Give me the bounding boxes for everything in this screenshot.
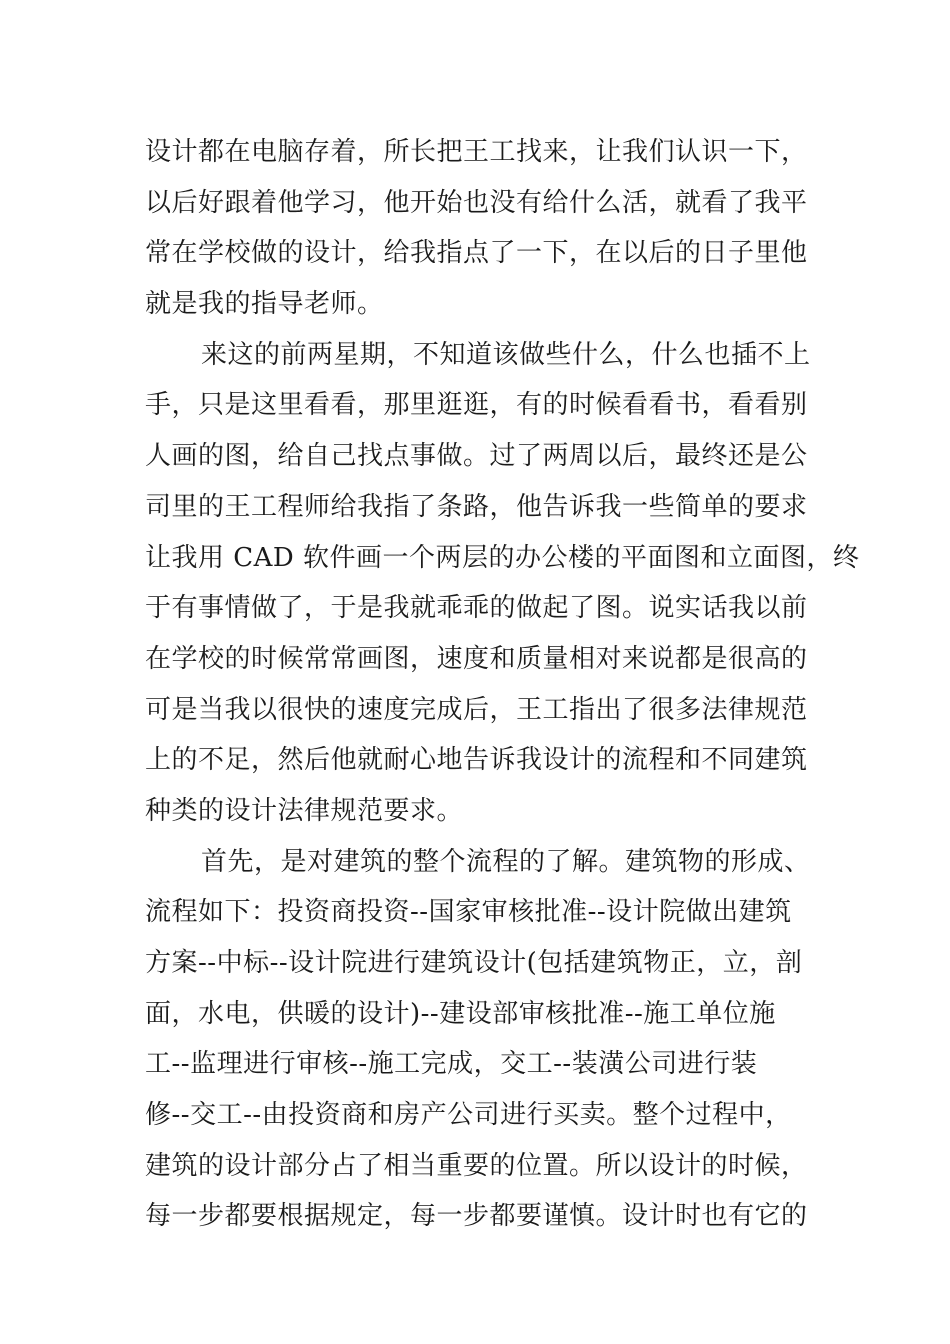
paragraph-first-line: 来这的前两星期，不知道该做些什么，什么也插不上 <box>201 339 811 370</box>
text-line: 流程如下：投资商投资--国家审核批准--设计院做出建筑 <box>145 897 792 928</box>
text-line: 可是当我以很快的速度完成后，王工指出了很多法律规范 <box>145 694 808 725</box>
text-line: 上的不足，然后他就耐心地告诉我设计的流程和不同建筑 <box>145 745 808 776</box>
text-line: 手，只是这里看看，那里逛逛，有的时候看看书，看看别 <box>145 390 808 421</box>
body-text <box>145 127 860 1242</box>
text-line: 方案--中标--设计院进行建筑设计(包括建筑物正，立，剖 <box>145 948 803 978</box>
paragraph-first-line: 首先，是对建筑的整个流程的了解。建筑物的形成、 <box>201 846 811 877</box>
text-line: 常在学校做的设计，给我指点了一下，在以后的日子里他 <box>145 238 808 269</box>
text-line: 工--监理进行审核--施工完成，交工--装潢公司进行装 <box>145 1049 758 1080</box>
text-line: 就是我的指导老师。 <box>145 289 384 320</box>
text-line: 种类的设计法律规范要求。 <box>145 795 464 826</box>
text-line: 司里的王工程师给我指了条路，他告诉我一些简单的要求 <box>145 491 808 522</box>
text-line: 每一步都要根据规定，每一步都要谨慎。设计时也有它的 <box>145 1201 808 1232</box>
text-line: 面，水电，供暖的设计)--建设部审核批准--施工单位施 <box>145 998 776 1029</box>
text-line: 设计都在电脑存着，所长把王工找来，让我们认识一下， <box>145 137 808 167</box>
text-line: 修--交工--由投资商和房产公司进行买卖。整个过程中， <box>145 1100 792 1131</box>
text-line: 让我用 CAD 软件画一个两层的办公楼的平面图和立面图，终 <box>145 542 860 573</box>
text-line: 人画的图，给自己找点事做。过了两周以后，最终还是公 <box>145 441 808 472</box>
text-line: 建筑的设计部分占了相当重要的位置。所以设计的时候， <box>145 1150 808 1181</box>
text-line: 于有事情做了，于是我就乖乖的做起了图。说实话我以前 <box>145 593 808 624</box>
text-line: 在学校的时候常常画图，速度和质量相对来说都是很高的 <box>145 643 808 674</box>
text-line: 以后好跟着他学习，他开始也没有给什么活，就看了我平 <box>145 187 808 218</box>
